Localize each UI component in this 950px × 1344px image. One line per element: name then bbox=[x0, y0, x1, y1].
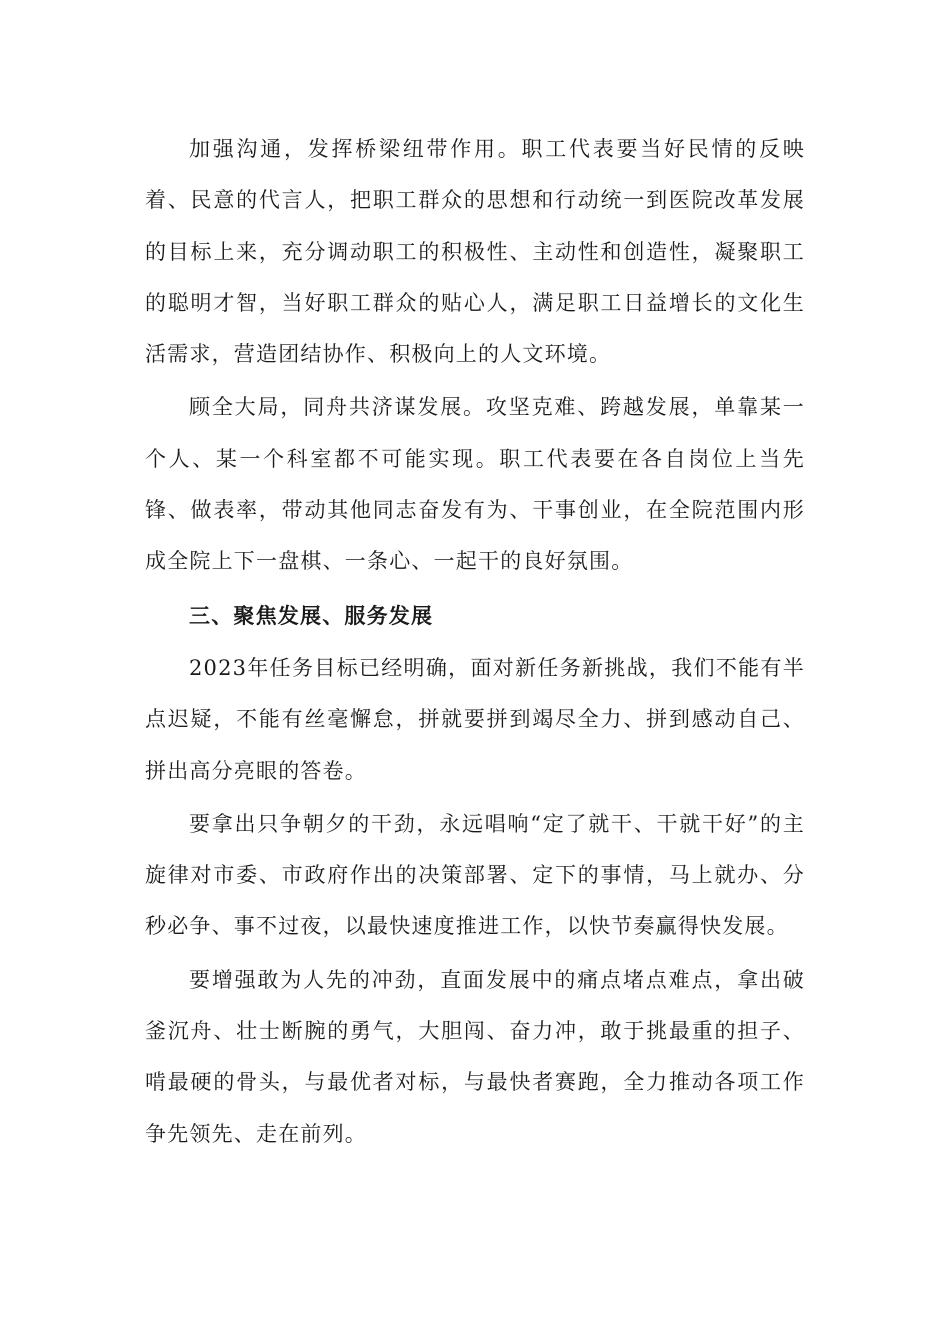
paragraph-drive: 要拿出只争朝夕的干劲，永远唱响“定了就干、干就干好”的主旋律对市委、市政府作出的决策部署、定下的事情，马上就办、分秒必争、事不过夜，以最快速度推进工作，以快节奏赢得快发展。 bbox=[145, 811, 805, 939]
paragraph-big-picture: 顾全大局，同舟共济谋发展。攻坚克难、跨越发展，单靠某一个人、某一个科室都不可能实现。职工代表要在各自岗位上当先锋、做表率，带动其他同志奋发有为、干事创业，在全院范围内形成全院上下一盘棋、一条心、一起干的良好氛围。 bbox=[145, 395, 805, 574]
document-page bbox=[145, 124, 805, 1162]
paragraph-communication: 加强沟通，发挥桥梁纽带作用。职工代表要当好民情的反映着、民意的代言人，把职工群众的思想和行动统一到医院改革发展的目标上来，充分调动职工的积极性、主动性和创造性，凝聚职工的聪明才智，当好职工群众的贴心人，满足职工日益增长的文化生活需求，营造团结协作、积极向上的人文环境。 bbox=[145, 137, 805, 367]
section-heading: 三、聚焦发展、服务发展 bbox=[189, 602, 434, 628]
paragraph-courage: 要增强敢为人先的冲劲，直面发展中的痛点堵点难点，拿出破釜沉舟、壮士断腕的勇气，大胆闯、奋力冲，敢于挑最重的担子、啃最硬的骨头，与最优者对标，与最快者赛跑，全力推动各项工作争先领先、走在前列。 bbox=[145, 967, 805, 1146]
paragraph-2023-goals: 2023年任务目标已经明确，面对新任务新挑战，我们不能有半点迟疑，不能有丝毫懈怠，拼就要拼到竭尽全力、拼到感动自己、拼出高分亮眼的答卷。 bbox=[145, 655, 805, 783]
